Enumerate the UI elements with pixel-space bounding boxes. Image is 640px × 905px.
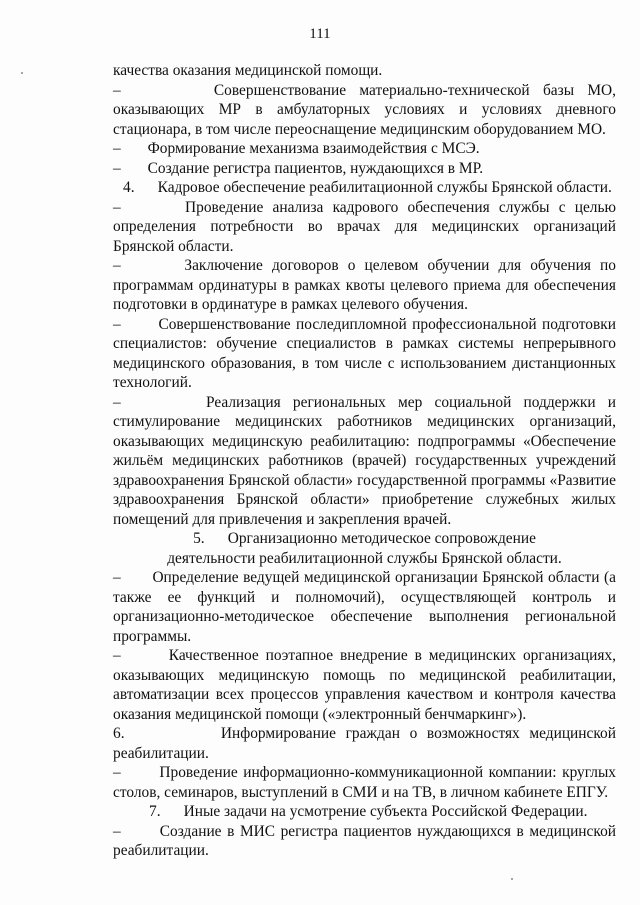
document-body — [113, 61, 616, 861]
list-item: – Проведение анализа кадрового обеспечения службы с целью определения потребности во врачах для медицинских организаций Брянской области. — [113, 198, 616, 255]
section-heading-6: 6. Информирование граждан о возможностях медицинской реабилитации. — [113, 725, 616, 762]
scan-speck — [21, 72, 23, 74]
section-heading-5: 5. Организационно методическое сопровождение деятельности реабилитационной службы Брянской области. — [167, 530, 562, 567]
list-item: – Формирование механизма взаимодействия с МСЭ. — [113, 140, 480, 157]
list-item: – Создание регистра пациентов, нуждающихся в МР. — [113, 159, 484, 177]
paragraph-continuation: качества оказания медицинской помощи. — [113, 62, 383, 79]
list-item: – Создание в МИС регистра пациентов нуждающихся в медицинской реабилитации. — [113, 822, 616, 859]
list-item: – Реализация региональных мер социальной поддержки и стимулирование медицинских работников медицинских организаций, оказывающих медицинскую реабилитацию: подпрограммы «Обеспечение жильём медицинских работников (врачей) государственных учреждений здравоохранения Брянской области» государственной программы «Развитие здравоохранения Брянской области» приобретение служебных жилых помещений для привлечения и закрепления врачей. — [113, 393, 616, 528]
page-number: 111 — [309, 26, 331, 42]
list-item: – Качественное поэтапное внедрение в медицинских организациях, оказывающих медицинскую помощь по медицинской реабилитации, автоматизации всех процессов управления качеством и контроля качества оказания медицинской помощи («электронный бенчмаркинг»). — [113, 647, 616, 723]
section-heading-7: 7. Иные задачи на усмотрение субъекта Российской Федерации. — [149, 803, 588, 820]
scan-speck — [511, 878, 513, 880]
list-item: – Определение ведущей медицинской организации Брянской области (а также ее функций и полномочий), осуществляющей контроль и организационно-методическое обеспечение выполнения региональной программы. — [113, 569, 616, 645]
list-item: – Совершенствование материально-технической базы МО, оказывающих МР в амбулаторных условиях и условиях дневного стационара, в том числе переоснащение медицинским оборудованием МО. — [113, 81, 616, 138]
list-item: – Проведение информационно-коммуникационной компании: круглых столов, семинаров, выступлений в СМИ и на ТВ, в личном кабинете ЕПГУ. — [113, 764, 616, 801]
list-item: – Заключение договоров о целевом обучении для обучения по программам ординатуры в рамках квоты целевого приема для обеспечения подготовки в ординатуре в рамках целевого обучения. — [113, 257, 616, 313]
list-item: – Совершенствование последипломной профессиональной подготовки специалистов: обучение специалистов в рамках системы непрерывного медицинского образования, в том числе с использованием дистанционных технологий. — [113, 315, 616, 391]
section-heading-4: 4. Кадровое обеспечение реабилитационной службы Брянской области. — [123, 179, 612, 196]
